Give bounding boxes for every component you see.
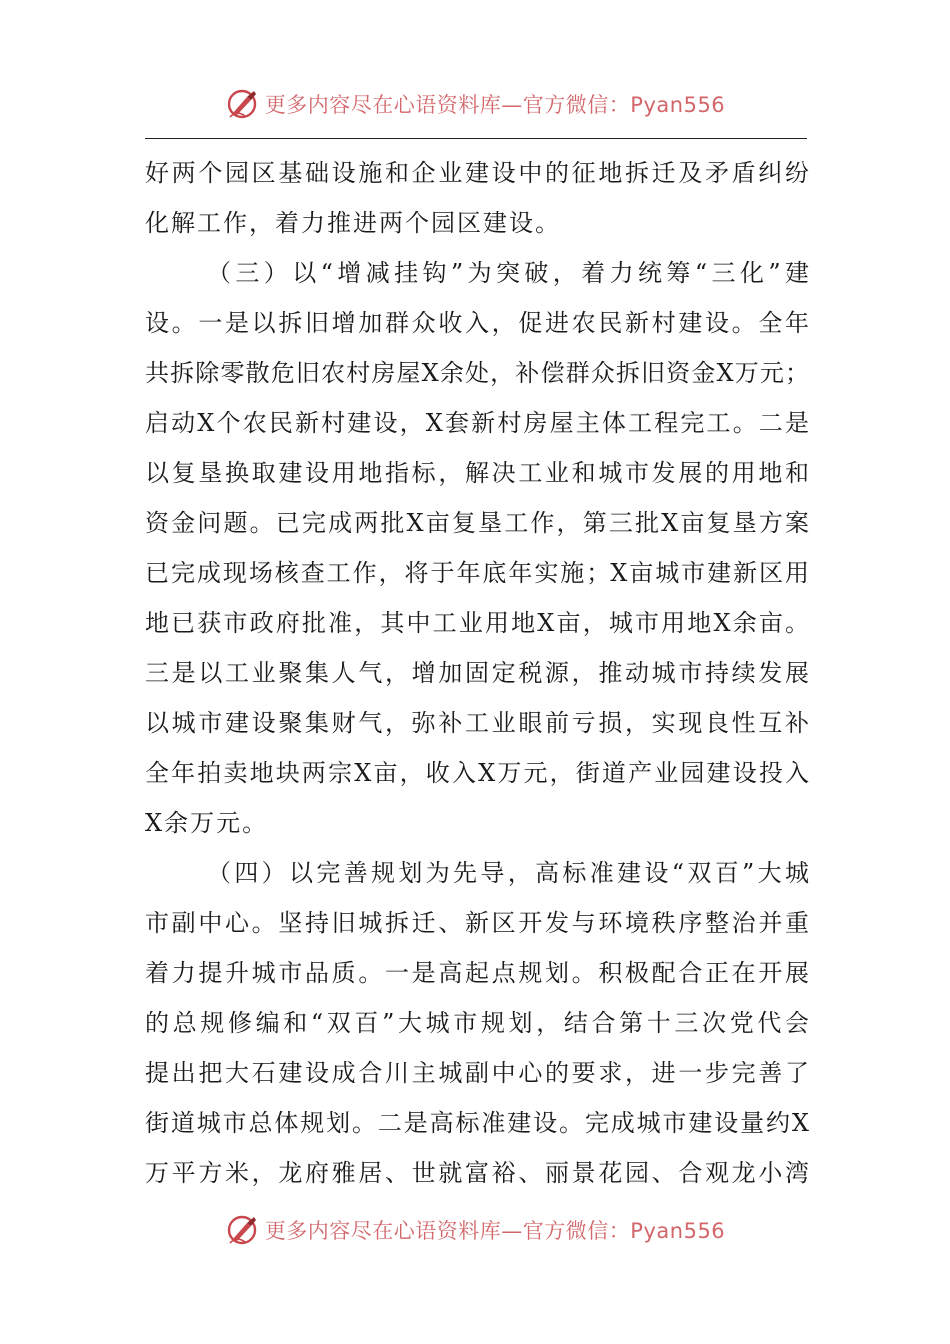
body-line: 已完成现场核查工作，将于年底年实施；X亩城市建新区用: [145, 559, 809, 587]
body-line: 着力提升城市品质。一是高起点规划。积极配合正在开展: [145, 959, 809, 987]
body-line: 设。一是以拆旧增加群众收入，促进农民新村建设。全年: [145, 309, 809, 337]
header-banner: [0, 84, 950, 124]
body-line: 全年拍卖地块两宗X亩，收入X万元，街道产业园建设投入: [145, 759, 809, 787]
header-divider: [145, 138, 807, 139]
body-line: 提出把大石建设成合川主城副中心的要求，进一步完善了: [145, 1059, 809, 1087]
footer-banner-text: 更多内容尽在心语资料库—官方微信：Pyan556: [264, 1219, 726, 1243]
body-line: 资金问题。已完成两批X亩复垦工作，第三批X亩复垦方案: [145, 509, 809, 537]
body-line: 街道城市总体规划。二是高标准建设。完成城市建设量约X: [145, 1109, 809, 1137]
body-line: 以复垦换取建设用地指标，解决工业和城市发展的用地和: [145, 459, 809, 487]
document-body: [145, 148, 809, 1198]
body-line: 共拆除零散危旧农村房屋X余处，补偿群众拆旧资金X万元；: [145, 359, 809, 387]
body-line: 化解工作，着力推进两个园区建设。: [145, 209, 561, 237]
pen-logo-icon: [225, 1212, 261, 1248]
body-line: 万平方米，龙府雅居、世就富裕、丽景花园、合观龙小湾: [145, 1159, 809, 1187]
body-line: 以城市建设聚集财气，弥补工业眼前亏损，实现良性互补: [145, 709, 809, 737]
body-line: （四）以完善规划为先导，高标准建设“双百”大城: [207, 859, 809, 887]
body-line: 市副中心。坚持旧城拆迁、新区开发与环境秩序整治并重: [145, 909, 809, 937]
body-line: 地已获市政府批准，其中工业用地X亩，城市用地X余亩。: [145, 609, 809, 637]
body-line: X余万元。: [145, 809, 269, 837]
body-line: 的总规修编和“双百”大城市规划，结合第十三次党代会: [145, 1009, 809, 1037]
body-line: 好两个园区基础设施和企业建设中的征地拆迁及矛盾纠纷: [145, 159, 809, 187]
body-line: 三是以工业聚集人气，增加固定税源，推动城市持续发展: [145, 659, 809, 687]
header-banner-text: 更多内容尽在心语资料库—官方微信：Pyan556: [264, 93, 726, 117]
body-line: （三）以“增减挂钩”为突破，着力统筹“三化”建: [207, 259, 809, 287]
body-line: 启动X个农民新村建设，X套新村房屋主体工程完工。二是: [145, 409, 809, 437]
pen-logo-icon: [225, 86, 261, 122]
footer-banner: [0, 1210, 950, 1250]
